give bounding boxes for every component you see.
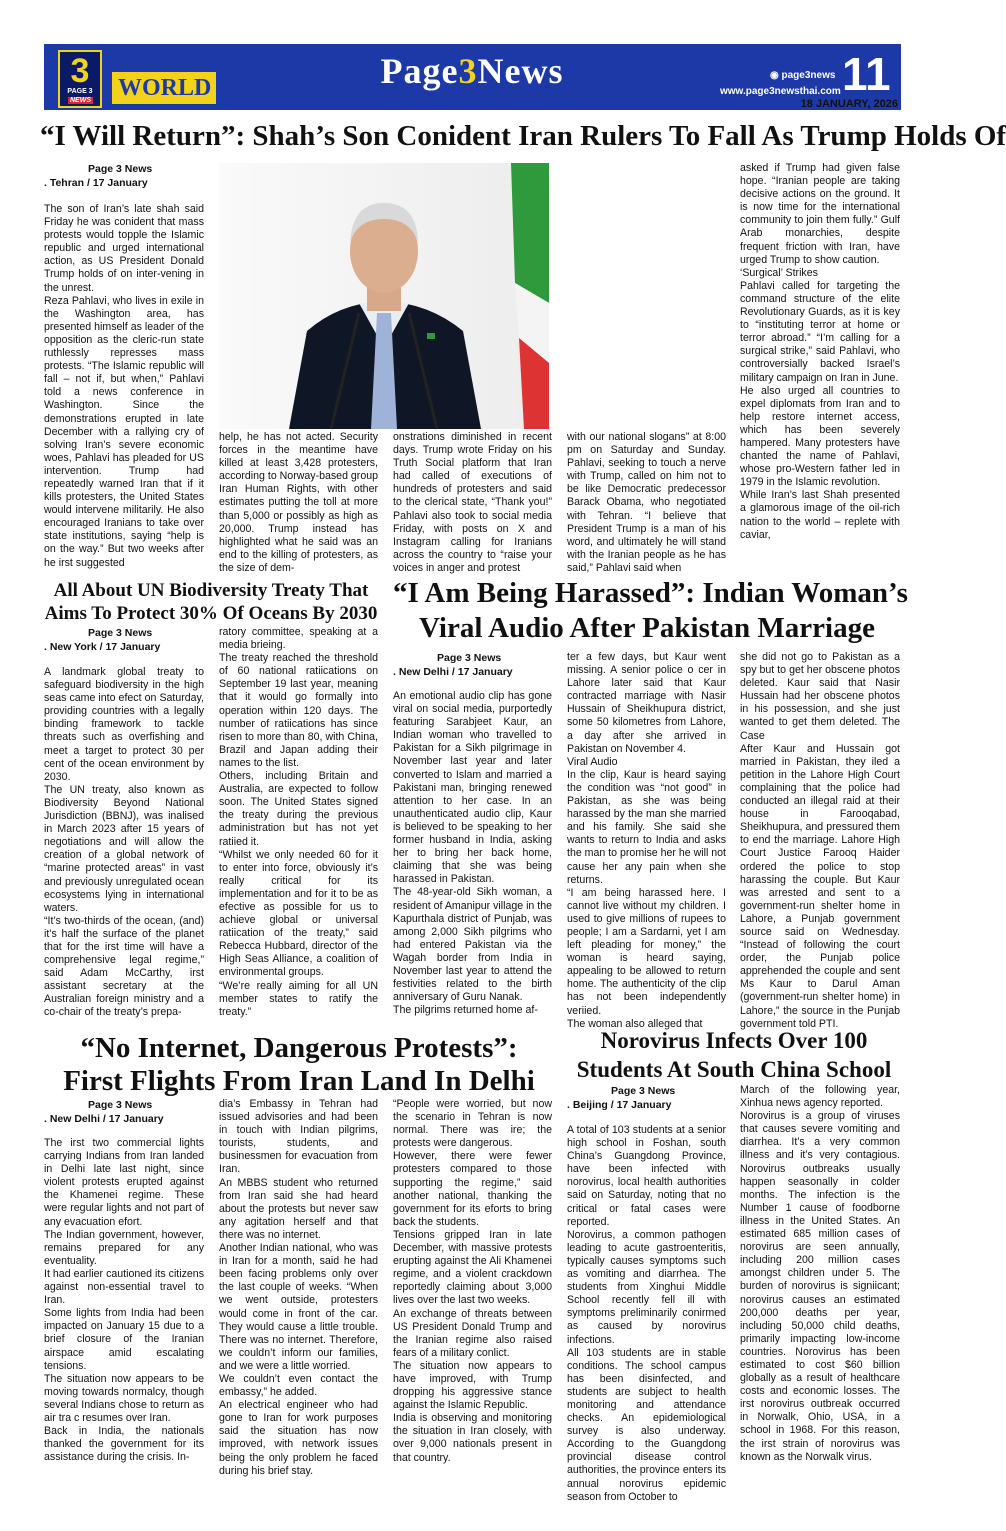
article2-headline-line2: Aims To Protect 30% Of Oceans By 2030 [44, 603, 378, 624]
article1-col5: asked if Trump had given false hope. “Iranian people are taking decisive actions on the ground. It is now time for the international community to join them fully.” Gulf Arab monarchies, despite frequent friction with Iran, have urged Trump to show caution. ‘Surgical’ Strikes Pahlavi called for targeting the command structure of the elite Revolutionary Guards, as it is key to “instituting terror at home or terror abroad.” “I’m calling for a surgical strike,” said Pahlavi, who controversially backed Israel’s military campaign on Iran in June. He also urged all countries to expel diplomats from Iran and to help restore internet access, which has been severely hampered. Many protesters have chanted the name of Pahlavi, whose pro-Western father led in 1979 in the Islamic revolution. While Iran’s last Shah presented a glamorous image of the oil-rich nation to the world – replete with caviar, [740, 162, 900, 541]
social-handle [770, 70, 835, 81]
article5-dateline: . Beijing / 17 January [567, 1099, 672, 1111]
article5-byline [567, 1084, 675, 1112]
article2-byline [44, 626, 160, 654]
page-number: 11 [842, 48, 891, 100]
article2-headline-line1: All About UN Biodiversity Treaty That [53, 580, 369, 601]
brand-title [372, 50, 572, 92]
article1-col1: The son of Iran’s late shah said Friday he was conident that mass protests would topple the Islamic republic and urged international action, as US President Donald Trump holds of on inter-vening in the unrest. Reza Pahlavi, who lives in exile in the Washington area, has presented himself as leader of the opposition as the cleric-run state ruthlessly represses mass protests. “The Islamic republic will fall – not if, but when,” Pahlavi told a news conference in Washington. Since the demonstrations erupted in late December with a rallying cry of solving Iran’s severe economic woes, Pahlavi has pleaded for US intervention. Trump had repeatedly warned Iran that if it kills protesters, the United States would intervene militarily. He also encouraged Iranians to take over state institutions, saying “help is on the way.” But two weeks after he irst suggested [44, 203, 204, 569]
article2-col1: A landmark global treaty to safeguard biodiversity in the high seas came into efect on Saturday, providing countries with a legally binding framework to tackle threats such as overfishing and meet a target to protect 30 per cent of the ocean environment by 2030. The UN treaty, also known as Biodiversity Beyond National Jurisdiction (BBNJ), was inalised in March 2023 after 15 years of negotiations and will allow the creation of a global network of “marine protected areas” in vast and previously unregulated ocean ecosystems lying in international waters. “It’s two-thirds of the ocean, (and) it’s half the surface of the planet that for the irst time will have a comprehensive legal regime,” said Adam McCarthy, irst assistant secretary at the Australian foreign ministry and a co-chair of the treaty’s prepa- [44, 666, 204, 1019]
section-tag: WORLD [112, 72, 216, 104]
article2-source: Page 3 News [88, 627, 153, 639]
social-icon: ◉ [770, 70, 782, 81]
article4-headline-line1: “No Internet, Dangerous Protests”: [80, 1032, 518, 1064]
article4-col2: dia’s Embassy in Tehran had issued advisories and had been in touch with Indian pilgrims, tourists, students, and businessmen for evacuation from Iran. An MBBS student who returned from Iran said she had heard about the protests but never saw any agitation herself and that there was no internet. Another Indian national, who was in Iran for a month, said he had been facing problems only over the last couple of weeks. “When we went outside, protesters would come in front of the car. They would cause a little trouble. There was no internet. Therefore, we couldn’t inform our families, and we were a little worried. We couldn’t even contact the embassy,” he added. An electrical engineer who had gone to Iran for work purposes said the situation has now improved, with network issues being the only problem he faced during his brief stay. [219, 1098, 378, 1477]
article5-headline-line1: Norovirus Infects Over 100 [600, 1028, 868, 1053]
article4-byline [44, 1098, 164, 1126]
article3-col1: An emotional audio clip has gone viral on social media, purportedly featuring Sarabjeet Kaur, an Indian woman who travelled to Pakistan for a Sikh pilgrimage in November last year and later converted to Islam and married a Pakistani man, bringing renewed attention to her case. In an unauthenticated audio clip, Kaur is believed to be speaking to her former husband in India, asking her to bring her back home, claiming that she was being harassed in Pakistan. The 48-year-old Sikh woman, a resident of Amanipur village in the Kapurthala district of Punjab, was among 2,000 Sikh pilgrims who had entered Pakistan via the Wagah border from India in November last year to attend the festivities related to the birth anniversary of Guru Nanak. The pilgrims returned home af- [393, 690, 552, 1017]
article1-col3: onstrations diminished in recent days. Trump wrote Friday on his Truth Social platform that Iran had called of executions of hundreds of protesters and said to the clerical state, “Thank you!” Pahlavi also took to social media Friday, with posts on X and Instagram calling for Iranians across the country to “raise your voices in anger and protest [393, 431, 552, 574]
article4-col1: The irst two commercial lights carrying Indians from Iran landed in Delhi late last night, since violent protests erupted against the Khamenei regime. These were regular lights and not part of any evacuation efort. The Indian government, however, remains prepared for any eventuality. It had earlier cautioned its citizens against non-essential travel to Iran. Some lights from India had been impacted on January 15 due to a brief closure of the Iranian airspace amid escalating tensions. The situation now appears to be moving towards normalcy, though several Indians chose to return as air tra c resumes over Iran. Back in India, the nationals thanked the government for its assistance during the crisis. In- [44, 1137, 204, 1464]
article3-headline-line1: “I Am Being Harassed”: Indian Woman’s [393, 577, 908, 609]
article3-dateline: . New Delhi / 17 January [393, 666, 513, 678]
article1-photo [219, 163, 549, 429]
article4-col3: “People were worried, but now the scenario in Tehran is now normal. There was ire; the protests were dangerous. However, there were fewer protesters compared to those supporting the regime,” said another national, thanking the government for its eforts to bring back the students. Tensions gripped Iran in late December, with massive protests erupting against the Ali Khamenei regime, and a violent crackdown reportedly claiming about 3,000 lives over the last two weeks. An exchange of threats between US President Donald Trump and the Iranian regime also raised fears of a military conlict. The situation now appears to have improved, with Trump dropping his aggressive stance against the Islamic Republic. India is observing and monitoring the situation in Iran closely, with over 9,000 nationals present in that country. [393, 1098, 552, 1464]
logo-news-label: NEWS [70, 97, 91, 104]
website: www.page3newsthai.com [720, 86, 841, 97]
speaker-photo [219, 163, 549, 429]
logo-page-label: PAGE 3 [67, 88, 93, 95]
article3-headline-line2: Viral Audio After Pakistan Marriage [419, 612, 875, 644]
article4-source: Page 3 News [88, 1099, 153, 1111]
article3-source: Page 3 News [437, 652, 502, 664]
article2-dateline: . New York / 17 January [44, 641, 161, 653]
article3-col3: she did not go to Pakistan as a spy but to get her obscene photos deleted. Kaur said that Nasir Hussain had her obscene photos in his possession, and she just wanted to get them deleted. The Case After Kaur and Hussain got married in Pakistan, they iled a petition in the Lahore High Court complaining that the police had conducted an illegal raid at their house in Farooqabad, Sheikhupura, and pressured them to end the marriage. Lahore High Court Justice Farooq Haider ordered the police to stop harassing the couple. But Kaur was arrested and sent to a government-run shelter home in Lahore, a Punjab government source said on Wednesday. “Instead of following the court order, the Punjab police apprehended the couple and sent Ms Kaur to Darul Aman (government-run shelter home) in Lahore,” the source in the Punjab government told PTI. [740, 651, 900, 1030]
brand-prefix: Page [380, 51, 459, 91]
article1-byline [44, 162, 152, 190]
article5-headline-line2: Students At South China School [576, 1057, 892, 1082]
flag-green [511, 163, 549, 303]
article5-col2: March of the following year, Xinhua news agency reported. Norovirus is a group of viruses that causes severe vomiting and diarrhea. It’s a very common illness and it’s very contagious. Norovirus outbreaks usually happen seasonally in colder months. The infection is the Number 1 cause of foodborne illness in the United States. An estimated 685 million cases of norovirus are seen annually, including 200 million cases amongst children under 5. The burden of norovirus is signiicant; norovirus causes an estimated 200,000 deaths per year, including 50,000 child deaths, primarily impacting low-income countries. Norovirus has been estimated to cost $60 billion globally as a result of healthcare costs and economic losses. The irst norovirus outbreak occurred in Norwalk, Ohio, USA, in a school in 1968. For this reason, the irst strain of norovirus was known as the Norwalk virus. [740, 1084, 900, 1463]
brand-number: 3 [458, 51, 478, 91]
article1-col2: help, he has not acted. Security forces in the meantime have killed at least 3,428 protesters, according to Norway-based group Iran Human Rights, with other estimates putting the toll at more than 5,000 or possibly as high as 20,000. Trump instead has highlighted what he said was an end to the killing of protesters, as the size of dem- [219, 431, 378, 574]
logo-number: 3 [70, 52, 90, 90]
brand-suffix: News [477, 51, 564, 91]
article1-dateline: . Tehran / 17 January [44, 177, 148, 189]
article2-col2: ratory committee, speaking at a media brieing. The treaty reached the threshold of 60 national ratiications on September 19 last year, meaning that it would go formally into operation within 120 days. The number of ratiications has since risen to more than 80, with China, Brazil and Japan adding their names to the list. Others, including Britain and Australia, are expected to follow soon. The United States signed the treaty during the previous administration but has not yet ratiied it. “Whilst we only needed 60 for it to enter into force, obviously it’s really critical for its implementation and for it to be as efective as possible for us to achieve global or universal ratiication of the treaty,” said Rebecca Hubbard, director of the High Seas Alliance, a coalition of environmental groups. “We’re really aiming for all UN member states to ratify the treaty.” [219, 626, 378, 1018]
article4-dateline: . New Delhi / 17 January [44, 1113, 164, 1125]
article1-headline: “I Will Return”: Shah’s Son Conident Iran Rulers To Fall As Trump Holds Of [40, 120, 1006, 152]
article5-col1: A total of 103 students at a senior high school in Foshan, south China’s Guangdong Province, have been infected with norovirus, local health authorities said on Saturday, noting that no critical or fatal cases were reported. Norovirus, a common pathogen leading to acute gastroenteritis, typically causes symptoms such as vomiting and diarrhea. The students from Xinghui Middle School recently fell ill with symptoms preliminarily conirmed as caused by norovirus infections. All 103 students are in stable conditions. The school campus has been disinfected, and students are subject to health monitoring and attendance checks. An epidemiological survey is also underway. According to the Guangdong provincial disease control authorities, the province enters its annual norovirus epidemic season from October to [567, 1124, 726, 1503]
article3-byline [393, 651, 513, 679]
social-handle-text: page3news [781, 70, 836, 81]
article3-col2: ter a few days, but Kaur went missing. A senior police o cer in Lahore later said that Kaur contracted marriage with Nasir Hussain of Sheikhupura district, some 50 kilometres from Lahore, a day after she arrived in Pakistan on November 4. Viral Audio In the clip, Kaur is heard saying the condition was “not good” in Pakistan, as she was being harassed by the man she married and his family. She said she wants to return to India and asks the man to promise her he will not cause her any pain when she returns. “I am being harassed here. I cannot live without my children. I used to give millions of rupees to people; I am a Sardarni, yet I am left pleading for money,” the woman is heard saying, appealing to be allowed to return home. The authenticity of the clip has not been independently veriied. The woman also alleged that [567, 651, 726, 1030]
logo [58, 50, 102, 108]
article4-headline-line2: First Flights From Iran Land In Delhi [63, 1065, 535, 1097]
issue-date: 18 JANUARY, 2026 [800, 98, 898, 110]
article5-source: Page 3 News [611, 1085, 676, 1097]
article1-col4: with our national slogans” at 8:00 pm on Saturday and Sunday. Pahlavi, seeking to touch a nerve with Trump, called on him not to be like Democratic predecessor Barack Obama, who negotiated with Tehran. “I believe that President Trump is a man of his word, and ultimately he will stand with the Iranian people as he has said,” Pahlavi said when [567, 431, 726, 574]
article1-source: Page 3 News [88, 163, 153, 175]
